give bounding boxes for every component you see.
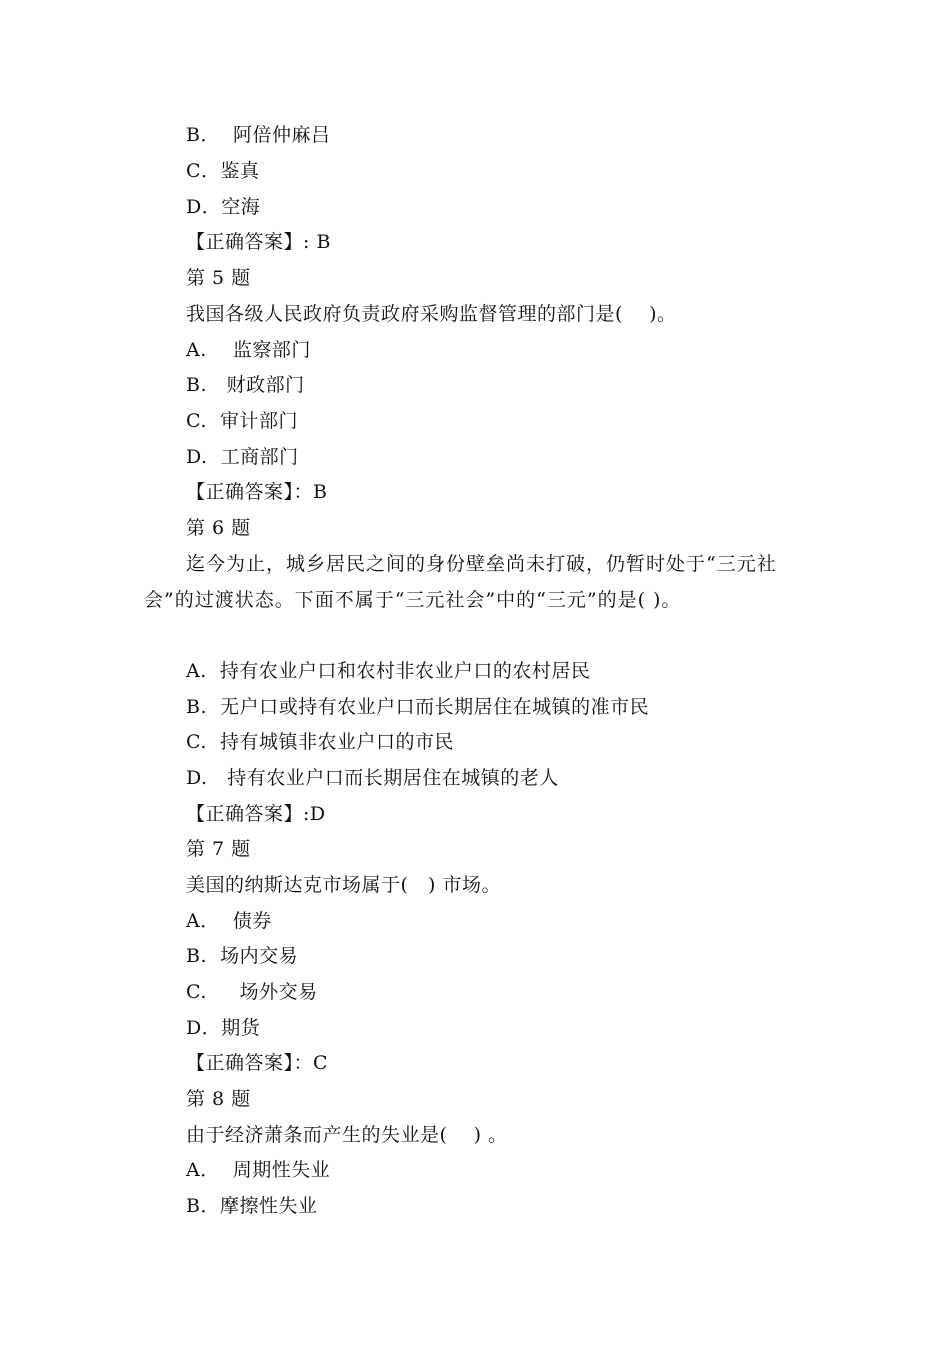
q4-option-d: D．空海 bbox=[186, 196, 261, 218]
q4-option-b: B． 阿倍仲麻吕 bbox=[186, 124, 331, 146]
q7-option-b: B. 场内交易 bbox=[186, 945, 299, 967]
q5-option-c: C. 审计部门 bbox=[186, 410, 298, 432]
q8-option-b: B．摩擦性失业 bbox=[186, 1195, 318, 1217]
q4-answer: 【正确答案】: B bbox=[186, 231, 331, 253]
q7-heading: 第 7 题 bbox=[186, 838, 251, 860]
q6-option-a: A. 持有农业户口和农村非农业户口的农村居民 bbox=[186, 660, 591, 682]
q8-question: 由于经济萧条而产生的失业是( ) 。 bbox=[186, 1124, 508, 1146]
q7-question: 美国的纳斯达克市场属于( ) 市场。 bbox=[186, 874, 501, 896]
q8-option-a: A． 周期性失业 bbox=[186, 1159, 331, 1181]
q6-answer: 【正确答案】:D bbox=[186, 803, 326, 825]
q7-option-a: A． 债券 bbox=[186, 910, 272, 932]
q4-option-c: C．鉴真 bbox=[186, 160, 260, 182]
q5-option-d: D. 工商部门 bbox=[186, 446, 299, 468]
q6-option-d: D. 持有农业户口而长期居住在城镇的老人 bbox=[186, 767, 559, 789]
q5-option-a: A. 监察部门 bbox=[186, 339, 311, 361]
q8-heading: 第 8 题 bbox=[186, 1088, 251, 1110]
q6-heading: 第 6 题 bbox=[186, 517, 251, 539]
q5-heading: 第 5 题 bbox=[186, 267, 251, 289]
q6-question: 迄今为止，城乡居民之间的身份壁垒尚未打破，仍暂时处于“三元社会”的过渡状态。下面不属于“三元社会”中的“三元”的是( )。 bbox=[144, 553, 777, 611]
q7-answer: 【正确答案】：C bbox=[186, 1052, 329, 1074]
q6-option-b: B. 无户口或持有农业户口而长期居住在城镇的准市民 bbox=[186, 696, 650, 718]
q6-option-c: C. 持有城镇非农业户口的市民 bbox=[186, 731, 454, 753]
q5-answer: 【正确答案】：B bbox=[186, 481, 328, 503]
q7-option-c: C. 场外交易 bbox=[186, 981, 318, 1003]
q5-question: 我国各级人民政府负责政府采购监督管理的部门是( )。 bbox=[186, 303, 677, 325]
q5-option-b: B. 财政部门 bbox=[186, 374, 305, 396]
q7-option-d: D．期货 bbox=[186, 1017, 261, 1039]
